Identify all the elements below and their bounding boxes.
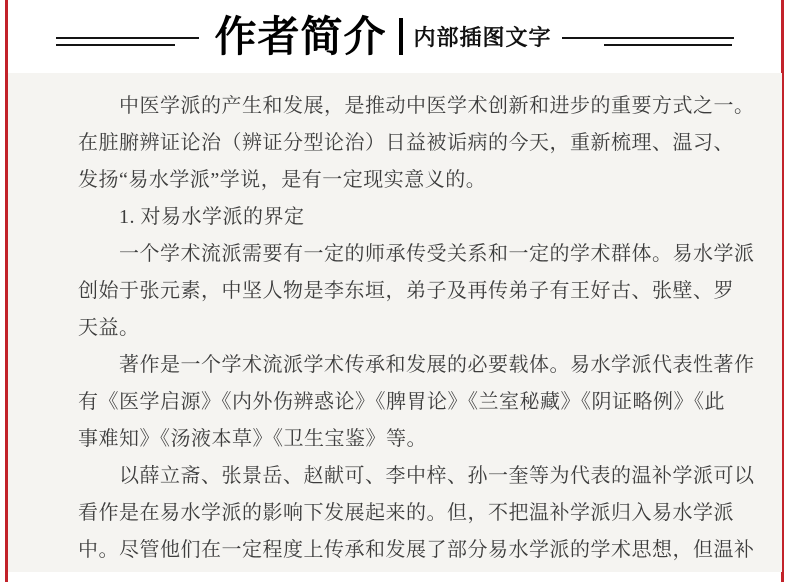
page-subtitle: 内部插图文字 xyxy=(413,25,552,50)
scanned-page-area xyxy=(8,73,782,572)
text-line: 在脏腑辨证论治（辨证分型论治）日益被诟病的今天，重新梳理、温习、 xyxy=(78,132,734,154)
text-line: 天益。 xyxy=(78,317,140,339)
text-line: 以薛立斋、张景岳、赵献可、李中梓、孙一奎等为代表的温补学派可以 xyxy=(119,465,755,487)
rule-line xyxy=(56,44,175,46)
page-title: 作者简介 xyxy=(214,12,387,60)
vertical-bar-separator xyxy=(399,18,403,55)
rule-line xyxy=(604,44,732,46)
text-line: 中医学派的产生和发展，是推动中医学术创新和进步的重要方式之一。 xyxy=(119,95,755,117)
text-line: 创始于张元素，中坚人物是李东垣，弟子及再传弟子有王好古、张壁、罗 xyxy=(78,280,734,302)
text-line: 看作是在易水学派的影响下发展起来的。但，不把温补学派归入易水学派 xyxy=(78,502,734,524)
text-line: 事难知》《汤液本草》《卫生宝鉴》等。 xyxy=(78,428,427,450)
text-line: 有《医学启源》《内外伤辨惑论》《脾胃论》《兰室秘藏》《阴证略例》《此 xyxy=(78,391,725,413)
header-rule-left xyxy=(56,37,199,46)
text-line: 1. 对易水学派的界定 xyxy=(119,206,305,228)
text-line: 著作是一个学术流派学术传承和发展的必要载体。易水学派代表性著作 xyxy=(119,354,755,376)
section-header xyxy=(9,0,781,73)
body-text xyxy=(8,73,782,569)
text-line: 发扬“易水学派”学说，是有一定现实意义的。 xyxy=(78,169,487,191)
rule-line xyxy=(562,37,734,39)
header-rule-right xyxy=(562,37,734,46)
rule-line xyxy=(56,37,199,39)
text-line: 中。尽管他们在一定程度上传承和发展了部分易水学派的学术思想，但温补 xyxy=(78,539,755,561)
text-line: 一个学术流派需要有一定的师承传受关系和一定的学术群体。易水学派 xyxy=(119,243,755,265)
